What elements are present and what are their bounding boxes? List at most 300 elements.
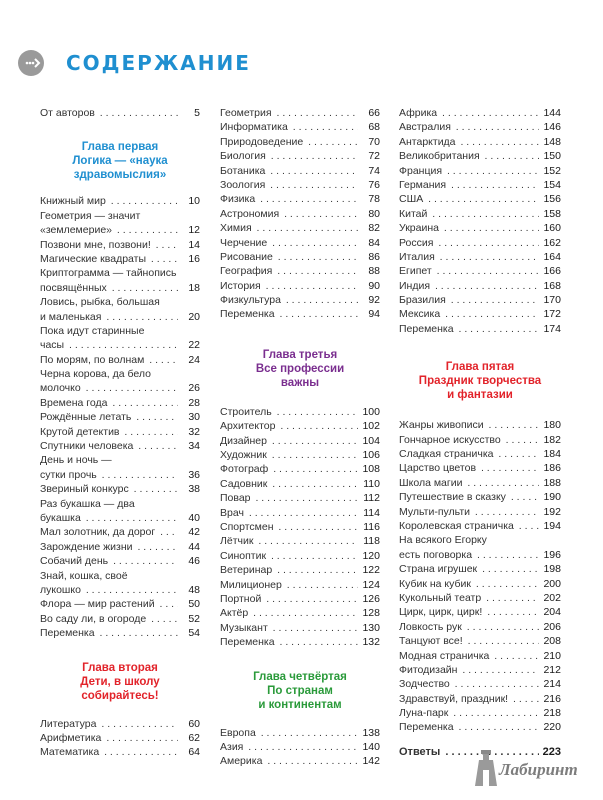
toc-entry[interactable] bbox=[220, 178, 380, 192]
toc-entry-title: Путешествие в сказку bbox=[399, 491, 506, 504]
toc-column-2 bbox=[220, 106, 380, 769]
toc-entry[interactable] bbox=[399, 433, 561, 447]
toc-entry-title: Музыкант bbox=[220, 621, 268, 634]
toc-entry-title: Химия bbox=[220, 222, 252, 235]
toc-entry-title: Арифметика bbox=[40, 731, 102, 744]
dot-leader bbox=[399, 250, 539, 264]
dot-leader bbox=[40, 238, 178, 252]
toc-entry-title: Раз букашка — два bbox=[40, 497, 135, 510]
dot-leader bbox=[399, 221, 539, 235]
toc-entry-title: Бразилия bbox=[399, 294, 446, 307]
toc-entry[interactable] bbox=[40, 295, 200, 309]
toc-entry[interactable] bbox=[40, 324, 200, 338]
toc-entry[interactable] bbox=[399, 447, 561, 461]
toc-entry[interactable] bbox=[220, 279, 380, 293]
chapter-heading-line: Глава вторая bbox=[82, 661, 158, 674]
toc-entry[interactable] bbox=[220, 592, 380, 606]
toc-entry-page: 102 bbox=[362, 420, 380, 433]
toc-entry[interactable] bbox=[220, 534, 380, 548]
toc-entry-title: Луна-парк bbox=[399, 707, 449, 720]
toc-entry[interactable] bbox=[399, 677, 561, 691]
toc-entry[interactable] bbox=[220, 462, 380, 476]
chapter-heading-line: Логика — «наука bbox=[72, 155, 168, 168]
toc-entry-page: 160 bbox=[543, 222, 561, 235]
dot-leader bbox=[399, 293, 539, 307]
dot-leader bbox=[220, 549, 358, 563]
toc-entry[interactable] bbox=[220, 740, 380, 754]
toc-entry-title: Собачий день bbox=[40, 555, 109, 568]
toc-entry-page: 144 bbox=[543, 107, 561, 119]
toc-entry-title: Европа bbox=[220, 726, 256, 739]
toc-entry-page: 76 bbox=[368, 178, 380, 191]
toc-entry[interactable] bbox=[220, 621, 380, 635]
toc-entry-page: 82 bbox=[368, 222, 380, 235]
toc-entry-page: 60 bbox=[188, 717, 200, 730]
dot-leader bbox=[399, 120, 539, 134]
toc-entry[interactable] bbox=[220, 754, 380, 768]
toc-entry-page: 46 bbox=[188, 555, 200, 568]
dot-leader bbox=[220, 250, 358, 264]
dot-leader bbox=[40, 468, 178, 482]
toc-entry-title: Архитектор bbox=[220, 420, 276, 433]
dot-leader bbox=[220, 264, 358, 278]
toc-entry[interactable] bbox=[40, 612, 200, 626]
toc-entry-title: Звериный конкурс bbox=[40, 483, 129, 496]
toc-entry[interactable] bbox=[40, 410, 200, 424]
chapter-heading-line: и фантазии bbox=[447, 389, 513, 402]
toc-entry-title: сутки прочь bbox=[40, 468, 97, 481]
toc-entry-page: 156 bbox=[543, 193, 561, 206]
toc-entry-page: 122 bbox=[362, 564, 380, 577]
toc-entry[interactable] bbox=[399, 192, 561, 206]
toc-entry-title: Книжный мир bbox=[40, 195, 106, 208]
toc-entry-page: 132 bbox=[362, 636, 380, 649]
toc-entry-title: Знай, кошка, своё bbox=[40, 569, 128, 582]
toc-entry-title: Геометрия bbox=[220, 107, 272, 119]
toc-entry[interactable] bbox=[399, 692, 561, 706]
dot-leader bbox=[220, 135, 358, 149]
toc-entry-page: 208 bbox=[543, 635, 561, 648]
toc-entry[interactable] bbox=[40, 540, 200, 554]
toc-entry-page: 184 bbox=[543, 448, 561, 461]
toc-entry[interactable] bbox=[40, 731, 200, 745]
toc-entry[interactable] bbox=[40, 468, 200, 482]
toc-entry[interactable] bbox=[399, 533, 561, 547]
toc-entry-page: 220 bbox=[543, 721, 561, 734]
toc-entry[interactable] bbox=[220, 491, 380, 505]
toc-entry[interactable] bbox=[220, 448, 380, 462]
dot-leader bbox=[40, 266, 178, 280]
toc-entry[interactable] bbox=[399, 106, 561, 120]
page-title: СОДЕРЖАНИЕ bbox=[66, 51, 251, 75]
toc-entry[interactable] bbox=[399, 663, 561, 677]
toc-entry-title: Королевская страничка bbox=[399, 519, 514, 532]
toc-entry[interactable] bbox=[399, 720, 561, 734]
toc-entry[interactable] bbox=[40, 439, 200, 453]
toc-entry[interactable] bbox=[399, 164, 561, 178]
toc-entry-page: 180 bbox=[543, 419, 561, 432]
toc-entry-page: 14 bbox=[188, 238, 200, 251]
dot-leader bbox=[220, 726, 358, 740]
toc-entry-page: 66 bbox=[368, 107, 380, 119]
dot-leader bbox=[220, 563, 358, 577]
dot-leader bbox=[220, 754, 358, 768]
toc-entry[interactable] bbox=[40, 238, 200, 252]
toc-entry[interactable] bbox=[40, 482, 200, 496]
toc-entry-title: Литература bbox=[40, 717, 97, 730]
dot-leader bbox=[40, 482, 178, 496]
dot-leader bbox=[40, 745, 178, 759]
toc-entry[interactable] bbox=[40, 626, 200, 640]
toc-entry[interactable] bbox=[399, 706, 561, 720]
toc-entry-page: 52 bbox=[188, 612, 200, 625]
toc-entry[interactable] bbox=[220, 164, 380, 178]
toc-entry[interactable] bbox=[220, 405, 380, 419]
toc-entry[interactable] bbox=[220, 549, 380, 563]
toc-entry-title: Переменка bbox=[40, 627, 95, 640]
dot-leader bbox=[220, 491, 358, 505]
toc-entry[interactable] bbox=[40, 597, 200, 611]
toc-entry[interactable] bbox=[399, 178, 561, 192]
toc-entry-title: Во саду ли, в огороде bbox=[40, 612, 147, 625]
toc-entry[interactable] bbox=[220, 520, 380, 534]
toc-entry[interactable] bbox=[399, 461, 561, 475]
chapter-heading bbox=[40, 661, 200, 703]
dot-leader bbox=[399, 677, 539, 691]
toc-entry[interactable] bbox=[399, 322, 561, 336]
toc-entry[interactable] bbox=[40, 497, 200, 511]
toc-entry-page: 196 bbox=[543, 548, 561, 561]
toc-entry[interactable] bbox=[399, 562, 561, 576]
dot-leader bbox=[40, 511, 178, 525]
dot-leader bbox=[220, 434, 358, 448]
dot-leader bbox=[399, 663, 539, 677]
toc-entry-title: Рождённые летать bbox=[40, 411, 132, 424]
dot-leader bbox=[40, 540, 178, 554]
dot-leader bbox=[40, 525, 178, 539]
toc-entry-title: часы bbox=[40, 339, 65, 352]
dot-leader bbox=[399, 620, 539, 634]
dot-leader bbox=[220, 506, 358, 520]
toc-entry[interactable] bbox=[40, 453, 200, 467]
dot-leader bbox=[220, 178, 358, 192]
toc-entry-page: 216 bbox=[543, 692, 561, 705]
dot-leader bbox=[220, 405, 358, 419]
spacer bbox=[399, 402, 561, 418]
toc-entry-title: Черчение bbox=[220, 236, 268, 249]
toc-entry[interactable] bbox=[399, 591, 561, 605]
toc-entry-page: 198 bbox=[543, 563, 561, 576]
toc-entry-page: 206 bbox=[543, 620, 561, 633]
dot-leader bbox=[399, 505, 539, 519]
dot-leader bbox=[220, 236, 358, 250]
toc-entry[interactable] bbox=[40, 381, 200, 395]
toc-entry[interactable] bbox=[399, 577, 561, 591]
toc-entry-page: 108 bbox=[362, 463, 380, 476]
toc-entry[interactable] bbox=[220, 578, 380, 592]
toc-entry-page: 36 bbox=[188, 468, 200, 481]
toc-entry[interactable] bbox=[40, 717, 200, 731]
toc-entry-page: 28 bbox=[188, 396, 200, 409]
toc-entry-title: Украина bbox=[399, 222, 439, 235]
toc-entry-page: 62 bbox=[188, 731, 200, 744]
chapter-heading-line: Глава первая bbox=[81, 141, 159, 154]
toc-entry-page: 18 bbox=[188, 281, 200, 294]
toc-entry-page: 80 bbox=[368, 207, 380, 220]
toc-entry-title: Жанры живописи bbox=[399, 419, 484, 432]
toc-entry[interactable] bbox=[220, 419, 380, 433]
toc-entry-title: Ответы bbox=[399, 745, 441, 758]
toc-entry-title: Астрономия bbox=[220, 207, 280, 220]
toc-entry[interactable] bbox=[399, 620, 561, 634]
toc-entry[interactable] bbox=[220, 236, 380, 250]
toc-entry-page: 42 bbox=[188, 526, 200, 539]
dot-leader bbox=[399, 548, 539, 562]
dot-leader bbox=[220, 534, 358, 548]
toc-entry[interactable] bbox=[399, 634, 561, 648]
toc-entry-title: Сладкая страничка bbox=[399, 448, 494, 461]
toc-entry[interactable] bbox=[220, 207, 380, 221]
toc-entry-title: Цирк, цирк, цирк! bbox=[399, 606, 483, 619]
dot-leader bbox=[40, 223, 178, 237]
dot-leader bbox=[40, 194, 178, 208]
toc-entry-page: 16 bbox=[188, 252, 200, 265]
toc-entry[interactable] bbox=[220, 563, 380, 577]
toc-entry-title: Переменка bbox=[220, 308, 275, 321]
toc-entry[interactable] bbox=[220, 264, 380, 278]
chapter-heading-line: Глава четвёртая bbox=[253, 670, 347, 683]
toc-entry-page: 142 bbox=[362, 755, 380, 768]
toc-entry[interactable] bbox=[220, 149, 380, 163]
dot-leader bbox=[399, 720, 539, 734]
toc-entry[interactable] bbox=[399, 490, 561, 504]
dot-leader bbox=[399, 461, 539, 475]
dot-leader bbox=[399, 591, 539, 605]
chapter-heading bbox=[399, 360, 561, 402]
toc-entry-page: 118 bbox=[363, 535, 380, 548]
toc-entry-page: 92 bbox=[368, 294, 380, 307]
arrow-badge-icon bbox=[18, 50, 44, 76]
toc-entry[interactable] bbox=[40, 353, 200, 367]
dot-leader bbox=[40, 252, 178, 266]
toc-entry-title: Царство цветов bbox=[399, 462, 477, 475]
toc-entry[interactable] bbox=[40, 554, 200, 568]
toc-entry-title: Китай bbox=[399, 207, 428, 220]
toc-entry[interactable] bbox=[40, 425, 200, 439]
toc-entry[interactable] bbox=[399, 649, 561, 663]
dot-leader bbox=[399, 264, 539, 278]
spacer bbox=[220, 650, 380, 670]
toc-entry[interactable] bbox=[40, 396, 200, 410]
toc-entry-title: История bbox=[220, 279, 261, 292]
toc-entry[interactable] bbox=[220, 477, 380, 491]
toc-entry-page: 26 bbox=[188, 382, 200, 395]
dot-leader bbox=[220, 293, 358, 307]
dot-leader bbox=[220, 520, 358, 534]
dot-leader bbox=[40, 717, 178, 731]
toc-entry[interactable] bbox=[220, 250, 380, 264]
toc-entry-page: 148 bbox=[543, 135, 561, 148]
toc-entry[interactable] bbox=[40, 106, 200, 120]
toc-entry[interactable] bbox=[220, 293, 380, 307]
toc-entry[interactable] bbox=[399, 236, 561, 250]
toc-entry[interactable] bbox=[40, 252, 200, 266]
dot-leader bbox=[399, 692, 539, 706]
toc-entry[interactable] bbox=[40, 569, 200, 583]
toc-entry[interactable] bbox=[399, 264, 561, 278]
toc-entry[interactable] bbox=[399, 548, 561, 562]
toc-column-3 bbox=[399, 106, 561, 759]
toc-entry[interactable] bbox=[220, 120, 380, 134]
toc-entry-title: Ветеринар bbox=[220, 564, 273, 577]
toc-entry-title: Милиционер bbox=[220, 578, 282, 591]
chapter-heading-line: Все профессии bbox=[255, 362, 345, 375]
dot-leader bbox=[399, 207, 539, 221]
toc-entry[interactable] bbox=[220, 192, 380, 206]
dot-leader bbox=[40, 554, 178, 568]
toc-entry[interactable] bbox=[40, 310, 200, 324]
toc-entry[interactable] bbox=[220, 135, 380, 149]
dot-leader bbox=[399, 490, 539, 504]
toc-entry[interactable] bbox=[220, 221, 380, 235]
page-header bbox=[18, 50, 588, 76]
toc-entry-page: 162 bbox=[543, 236, 561, 249]
toc-entry-title: Природоведение bbox=[220, 135, 304, 148]
toc-entry[interactable] bbox=[40, 583, 200, 597]
toc-entry-page: 106 bbox=[362, 449, 380, 462]
toc-entry[interactable] bbox=[399, 418, 561, 432]
toc-entry[interactable] bbox=[399, 605, 561, 619]
toc-entry-page: 192 bbox=[543, 505, 561, 518]
spacer bbox=[40, 703, 200, 717]
toc-entry[interactable] bbox=[220, 606, 380, 620]
dot-leader bbox=[220, 307, 358, 321]
toc-entry[interactable] bbox=[220, 506, 380, 520]
toc-entry[interactable] bbox=[399, 221, 561, 235]
toc-entry[interactable] bbox=[399, 120, 561, 134]
toc-entry-page: 5 bbox=[194, 107, 200, 119]
toc-entry-title: Переменка bbox=[399, 721, 454, 734]
toc-entry-title: Переменка bbox=[220, 636, 275, 649]
toc-entry-page: 154 bbox=[543, 178, 561, 191]
dot-leader bbox=[220, 419, 358, 433]
toc-entry[interactable] bbox=[399, 476, 561, 490]
toc-entry[interactable] bbox=[40, 223, 200, 237]
toc-entry[interactable] bbox=[40, 338, 200, 352]
toc-entry[interactable] bbox=[220, 106, 380, 120]
toc-entry-page: 126 bbox=[362, 592, 380, 605]
chapter-heading bbox=[220, 670, 380, 712]
toc-entry[interactable] bbox=[220, 635, 380, 649]
chapter-heading-line: важны bbox=[280, 376, 320, 389]
toc-entry-page: 186 bbox=[543, 462, 561, 475]
toc-entry-page: 146 bbox=[543, 121, 561, 134]
toc-entry-title: Германия bbox=[399, 178, 447, 191]
toc-entry-page: 100 bbox=[362, 405, 380, 418]
chapter-heading-line: Дети, в школу bbox=[80, 675, 160, 688]
spacer bbox=[220, 712, 380, 726]
dot-leader bbox=[40, 425, 178, 439]
chapter-heading-line: Глава третья bbox=[262, 348, 338, 361]
toc-entry-title: молочко bbox=[40, 382, 81, 395]
dot-leader bbox=[399, 236, 539, 250]
toc-entry[interactable] bbox=[220, 726, 380, 740]
toc-entry-page: 114 bbox=[363, 506, 380, 519]
toc-entry-title: Пока идут старинные bbox=[40, 324, 145, 337]
dot-leader bbox=[40, 453, 178, 467]
toc-entry-page: 214 bbox=[543, 678, 561, 691]
toc-entry[interactable] bbox=[399, 135, 561, 149]
chapter-heading-line: собирайтесь! bbox=[81, 689, 159, 702]
toc-entry[interactable] bbox=[40, 266, 200, 280]
toc-entry[interactable] bbox=[40, 525, 200, 539]
toc-entry[interactable] bbox=[399, 250, 561, 264]
toc-entry[interactable] bbox=[220, 307, 380, 321]
toc-entry-title: Кукольный театр bbox=[399, 591, 482, 604]
toc-entry-title: Актёр bbox=[220, 607, 249, 620]
toc-entry-title: Азия bbox=[220, 740, 244, 753]
spacer bbox=[220, 322, 380, 348]
toc-entry-page: 210 bbox=[543, 649, 561, 662]
toc-entry[interactable] bbox=[220, 434, 380, 448]
toc-entry-title: Фотограф bbox=[220, 463, 269, 476]
toc-entry[interactable] bbox=[40, 745, 200, 759]
dot-leader bbox=[399, 192, 539, 206]
toc-entry[interactable] bbox=[399, 307, 561, 321]
toc-entry[interactable] bbox=[399, 149, 561, 163]
toc-entry-title: США bbox=[399, 193, 424, 206]
toc-entry[interactable] bbox=[399, 505, 561, 519]
dot-leader bbox=[399, 106, 539, 120]
toc-entry-title: букашка bbox=[40, 511, 81, 524]
toc-entry-title: «землемерие» bbox=[40, 224, 113, 237]
chapter-heading bbox=[40, 140, 200, 182]
dot-leader bbox=[40, 106, 178, 120]
dot-leader bbox=[399, 135, 539, 149]
publisher-logo bbox=[469, 748, 589, 788]
toc-entry-title: Лётчик bbox=[220, 535, 254, 548]
toc-entry-page: 22 bbox=[188, 339, 200, 352]
toc-entry-title: Времена года bbox=[40, 396, 108, 409]
chapter-heading bbox=[220, 348, 380, 390]
dot-leader bbox=[399, 418, 539, 432]
dot-leader bbox=[40, 324, 178, 338]
toc-entry[interactable] bbox=[399, 279, 561, 293]
toc-entry[interactable] bbox=[40, 194, 200, 208]
toc-entry[interactable] bbox=[40, 281, 200, 295]
toc-entry-title: На всякого Егорку bbox=[399, 534, 487, 547]
toc-entry[interactable] bbox=[399, 519, 561, 533]
dot-leader bbox=[220, 448, 358, 462]
dot-leader bbox=[40, 367, 178, 381]
toc-entry-title: Художник bbox=[220, 449, 267, 462]
dot-leader bbox=[40, 381, 178, 395]
toc-entry-page: 84 bbox=[368, 236, 380, 249]
toc-entry-title: Рисование bbox=[220, 250, 273, 263]
dot-leader bbox=[40, 597, 178, 611]
toc-entry-page: 90 bbox=[368, 279, 380, 292]
dot-leader bbox=[220, 192, 358, 206]
toc-entry[interactable] bbox=[40, 367, 200, 381]
toc-entry-page: 174 bbox=[543, 322, 561, 335]
toc-entry[interactable] bbox=[40, 511, 200, 525]
toc-entry[interactable] bbox=[399, 293, 561, 307]
dot-leader bbox=[40, 281, 178, 295]
toc-entry-title: Африка bbox=[399, 107, 438, 119]
toc-entry[interactable] bbox=[40, 209, 200, 223]
toc-entry[interactable] bbox=[399, 207, 561, 221]
toc-entry-title: Врач bbox=[220, 506, 244, 519]
